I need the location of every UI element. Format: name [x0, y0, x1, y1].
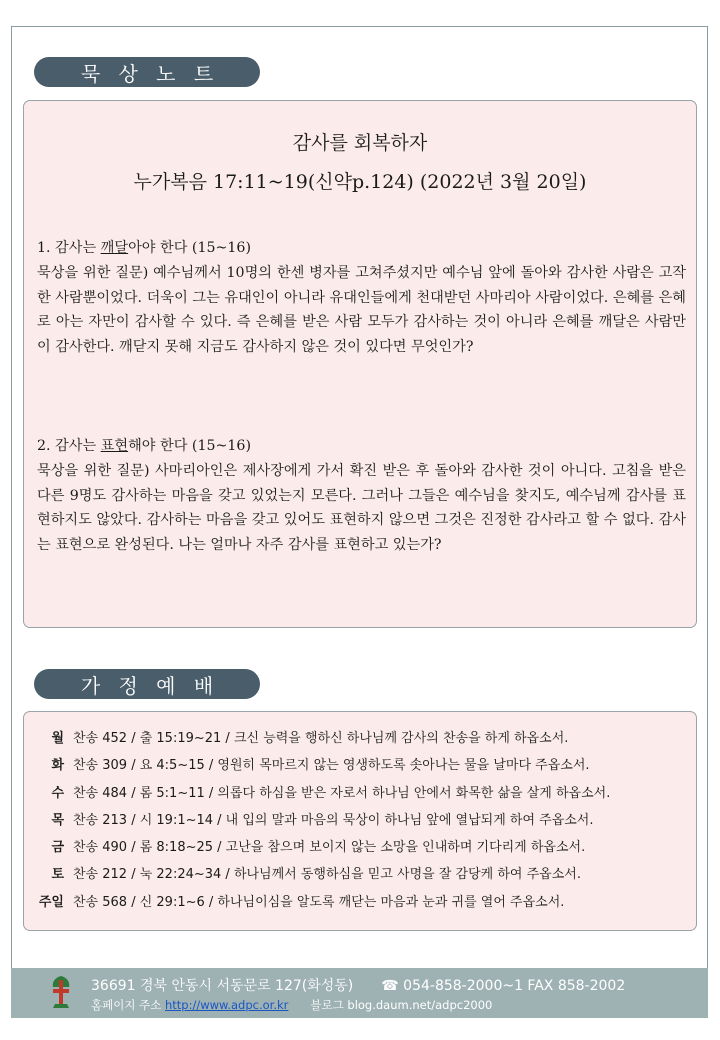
blog-address: 블로그 blog.daum.net/adpc2000 — [310, 998, 493, 1012]
list-item: 목 찬송 213 / 시 19:1~14 / 내 입의 말과 마음의 묵상이 하나님 앞에 열납되게 하여 주옵소서. — [51, 812, 594, 828]
meditation-section-header — [34, 57, 260, 87]
list-item: 월 찬송 452 / 출 15:19~21 / 크신 능력을 행하신 하나님께 감사의 찬송을 하게 하옵소서. — [51, 731, 569, 746]
point-1-body: 묵상을 위한 질문) 예수님께서 10명의 한센 병자를 고쳐주셨지만 예수님 앞에 돌아와 감사한 사람은 고작 한 사람뿐이었다. 더욱이 그는 유대인이 아니라 유대인들에게 천대받던 사마리아 사람이었다. 은혜를 은혜로 아는 자만이 감사할 수 있다. 즉 은혜를 받은 사람 모두가 감사하는 것이 아니라 은혜를 깨달은 사람만이 감사한다. 깨닫지 못해 지금도 감사하지 않은 것이 있다면 무엇인가? — [37, 264, 686, 356]
family-worship-box — [23, 711, 697, 931]
point-2-heading: 2. 감사는 표현해야 한다 (15~16) — [37, 438, 251, 454]
family-worship-list — [34, 725, 688, 916]
list-item: 토 찬송 212 / 눅 22:24~34 / 하나님께서 동행하심을 믿고 사명을 잘 감당케 하여 주옵소서. — [51, 867, 581, 883]
footer-phone: ☎ 054-858-2000~1 FAX 858-2002 — [381, 978, 626, 994]
sermon-title: 감사를 회복하자 — [292, 132, 428, 154]
point-2-body: 묵상을 위한 질문) 사마리아인은 제사장에게 가서 확진 받은 후 돌아와 감사한 것이 아니다. 고침을 받은 다른 9명도 감사하는 마음을 갖고 있었는지 모른다. 그러나 그들은 예수님을 찾지도, 예수님께 감사를 표현하지도 않았다. 감사하는 마음을 갖고 있어도 표현하지 않으면 그것은 진정한 감사라고 할 수 없다. 감사는 표현으로 완성된다. 나는 얼마나 자주 감사를 표현하고 있는가? — [37, 462, 686, 554]
footer-contact — [91, 975, 625, 995]
list-item: 주일 찬송 568 / 신 29:1~6 / 하나님이심을 알도록 깨닫는 마음과 눈과 귀를 열어 주옵소서. — [38, 894, 565, 910]
meditation-point-2 — [37, 434, 686, 558]
footer-bar — [11, 968, 708, 1018]
meditation-point-1 — [37, 236, 686, 360]
meditation-box — [23, 100, 697, 628]
family-worship-section-header — [34, 669, 260, 699]
list-item: 금 찬송 490 / 롬 8:18~25 / 고난을 참으며 보이지 않는 소망을 인내하며 기다리게 하옵소서. — [51, 840, 586, 856]
list-item: 수 찬송 484 / 롬 5:1~11 / 의롭다 하심을 받은 자로서 하나님 안에서 화목한 삶을 살게 하옵소서. — [51, 785, 611, 801]
homepage-label: 홈페이지 주소 — [91, 998, 165, 1012]
church-cross-logo-icon — [49, 974, 73, 1010]
list-item: 화 찬송 309 / 요 4:5~15 / 영원히 목마르지 않는 영생하도록 솟아나는 물을 날마다 주옵소서. — [51, 758, 590, 774]
point-1-heading: 1. 감사는 깨달아야 한다 (15~16) — [37, 240, 251, 256]
sermon-passage: 누가복음 17:11~19(신약p.124) (2022년 3월 20일) — [133, 171, 587, 193]
footer-address: 36691 경북 안동시 서동문로 127(화성동) — [91, 978, 354, 994]
homepage-link[interactable]: http://www.adpc.or.kr — [164, 998, 289, 1012]
meditation-section-title: 묵 상 노 트 — [80, 61, 220, 86]
footer-links — [91, 997, 492, 1013]
family-worship-section-title: 가 정 예 배 — [80, 673, 220, 698]
